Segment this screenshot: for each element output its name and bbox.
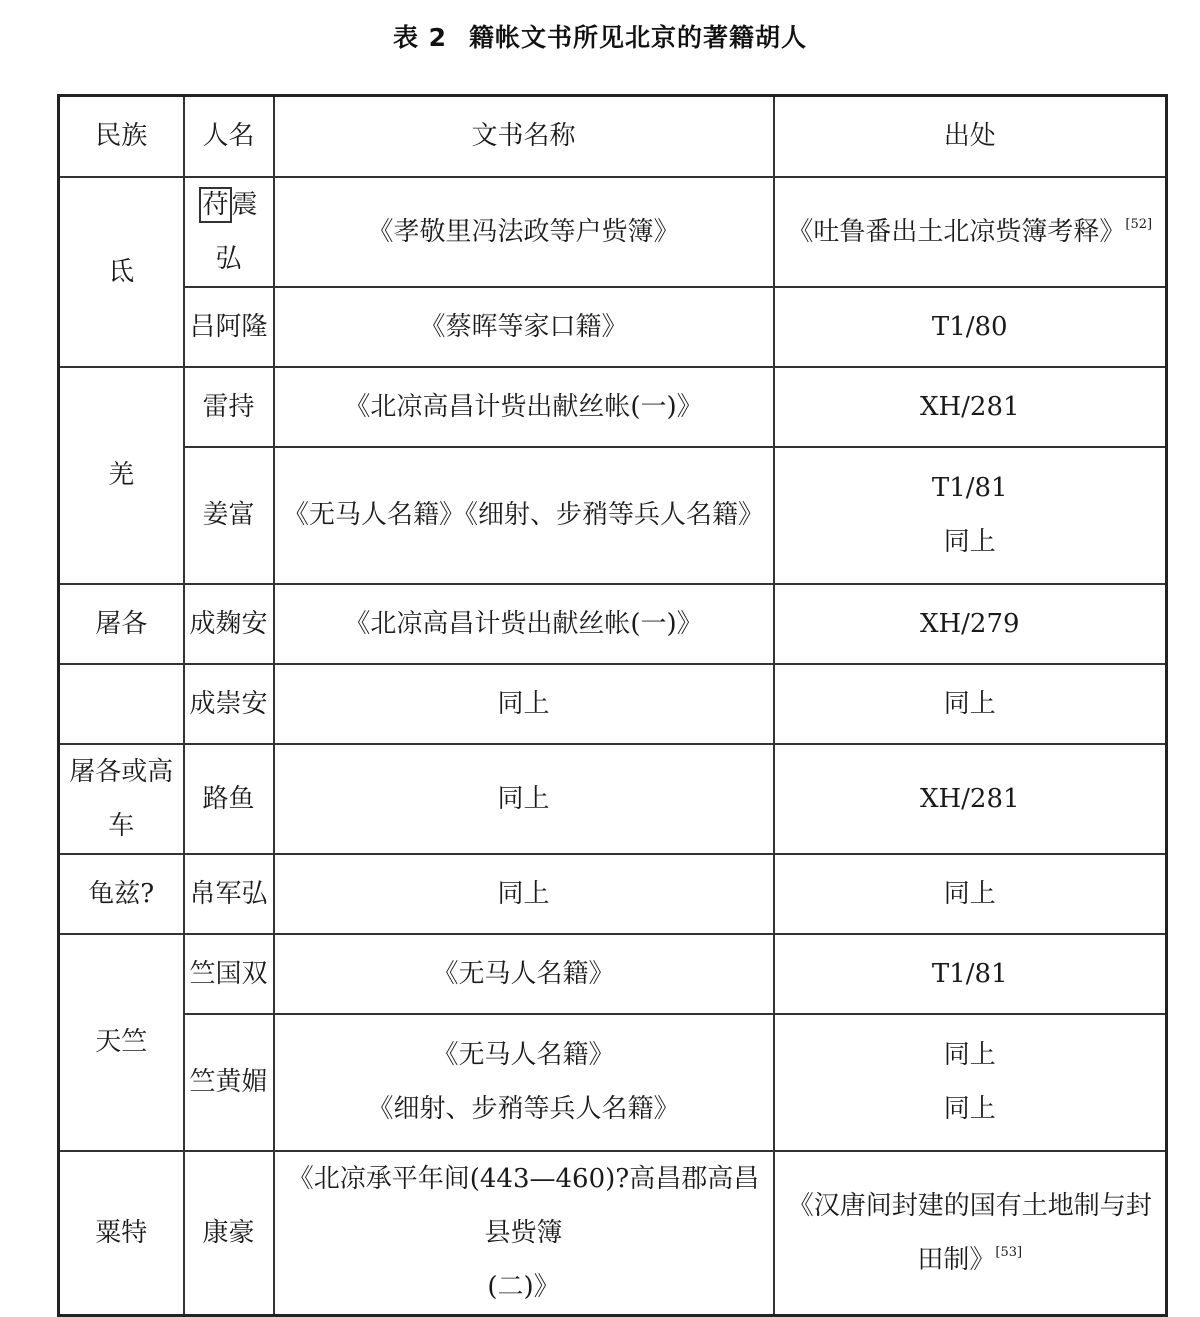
source-cell: [774, 1014, 1167, 1151]
source-cell: XH/279: [774, 584, 1167, 664]
name-cell: 雷持: [184, 367, 274, 447]
document-line: (二)》: [487, 1271, 560, 1302]
header-document: 文书名称: [274, 96, 774, 177]
ethnic-cell: 羌: [59, 367, 184, 584]
table-row: [59, 584, 1167, 664]
name-cell: 吕阿隆: [184, 287, 274, 367]
table-caption: [0, 18, 1200, 54]
ethnic-cell: 龟兹?: [59, 854, 184, 934]
document-cell: 《无马人名籍》《细射、步矟等兵人名籍》: [274, 447, 774, 584]
table-number: 表 2: [392, 23, 448, 52]
ethnic-cell: 天竺: [59, 934, 184, 1151]
hu-registry-table: [57, 94, 1168, 1317]
table-row: [59, 744, 1167, 854]
table-row: [59, 934, 1167, 1014]
name-cell: 康豪: [184, 1151, 274, 1316]
table-row: [59, 664, 1167, 744]
ethnic-cell: 氐: [59, 177, 184, 367]
table-title: 籍帐文书所见北京的著籍胡人: [469, 23, 808, 52]
header-name: 人名: [184, 96, 274, 177]
document-line: 《无马人名籍》: [432, 1040, 615, 1070]
header-ethnic: 民族: [59, 96, 184, 177]
name-cell: 成崇安: [184, 664, 274, 744]
table-row: [59, 1014, 1167, 1151]
table-row: [59, 287, 1167, 367]
ethnic-cell: 屠各或高车: [59, 744, 184, 854]
document-cell: 《蔡晖等家口籍》: [274, 287, 774, 367]
boxed-character: 苻: [199, 187, 231, 223]
source-text: 《汉唐间封建的国有土地制与封田制》: [787, 1190, 1152, 1275]
name-cell: 成麹安: [184, 584, 274, 664]
table-row: [59, 367, 1167, 447]
table-header-row: [59, 96, 1167, 177]
document-cell: [274, 1151, 774, 1316]
name-cell: 帛军弘: [184, 854, 274, 934]
ethnic-cell: 粟特: [59, 1151, 184, 1316]
footnote-ref: [53]: [995, 1244, 1023, 1260]
document-cell: 同上: [274, 664, 774, 744]
source-cell: [774, 1151, 1167, 1316]
name-cell: 姜富: [184, 447, 274, 584]
table-row: [59, 177, 1167, 287]
document-cell: 《北凉高昌计赀出献丝帐(一)》: [274, 584, 774, 664]
source-cell: T1/81: [774, 934, 1167, 1014]
source-cell: [774, 177, 1167, 287]
document-cell: 同上: [274, 854, 774, 934]
header-source: 出处: [774, 96, 1167, 177]
source-line: 同上: [943, 1040, 996, 1070]
document-line: 《北凉承平年间(443—460)?高昌郡高昌县赀簿: [287, 1163, 760, 1248]
name-rest: 震弘: [215, 189, 258, 274]
source-cell: T1/80: [774, 287, 1167, 367]
document-cell: 《孝敬里冯法政等户赀簿》: [274, 177, 774, 287]
source-line: 同上: [943, 527, 996, 557]
document-cell: 《北凉高昌计赀出献丝帐(一)》: [274, 367, 774, 447]
ethnic-cell: [59, 664, 184, 744]
source-line: T1/81: [931, 473, 1008, 503]
name-cell: 竺黄媚: [184, 1014, 274, 1151]
table-row: [59, 447, 1167, 584]
source-cell: XH/281: [774, 744, 1167, 854]
document-line: 《细射、步矟等兵人名籍》: [367, 1094, 680, 1124]
footnote-ref: [52]: [1125, 216, 1153, 232]
document-cell: 《无马人名籍》: [274, 934, 774, 1014]
name-cell: [184, 177, 274, 287]
source-text: 《吐鲁番出土北凉赀簿考释》: [787, 216, 1126, 247]
source-cell: 同上: [774, 664, 1167, 744]
ethnic-cell: 屠各: [59, 584, 184, 664]
source-cell: XH/281: [774, 367, 1167, 447]
name-cell: 竺国双: [184, 934, 274, 1014]
document-cell: 同上: [274, 744, 774, 854]
name-cell: 路鱼: [184, 744, 274, 854]
document-cell: [274, 1014, 774, 1151]
source-line: 同上: [943, 1094, 996, 1124]
table-row: [59, 1151, 1167, 1316]
table-row: [59, 854, 1167, 934]
source-cell: [774, 447, 1167, 584]
source-cell: 同上: [774, 854, 1167, 934]
